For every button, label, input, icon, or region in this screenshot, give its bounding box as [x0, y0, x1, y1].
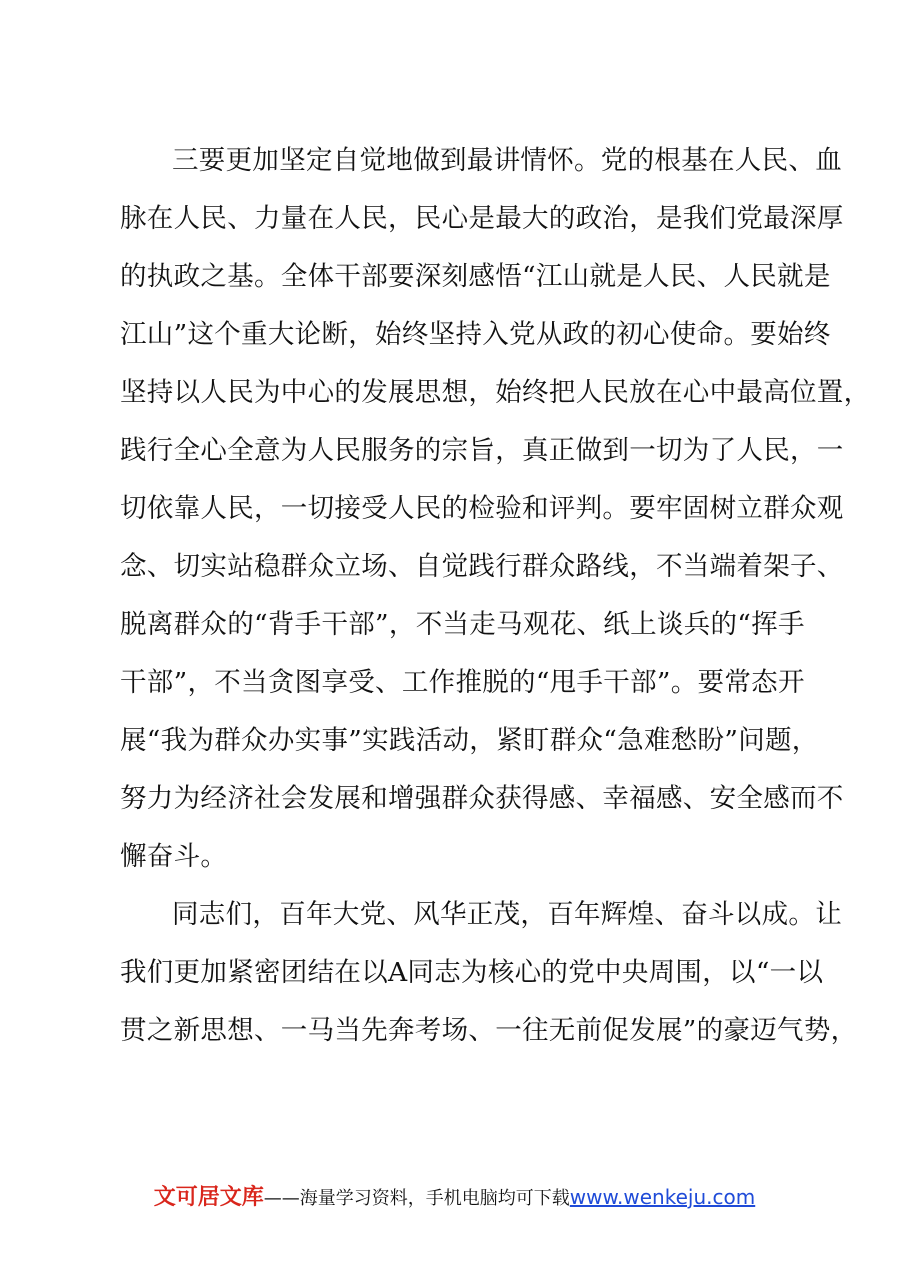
paragraph-line: 努力为经济社会发展和增强群众获得感、幸福感、安全感而不 [120, 783, 844, 814]
paragraph-line: 三要更加坚定自觉地做到最讲情怀。党的根基在人民、血 [172, 145, 842, 176]
paragraph-line: 懈奋斗。 [120, 841, 228, 872]
footer-banner [0, 1180, 909, 1211]
paragraph-line: 江山”这个重大论断，始终坚持入党从政的初心使命。要始终 [120, 319, 831, 350]
paragraph-line: 贯之新思想、一马当先奔考场、一往无前促发展”的豪迈气势， [120, 1015, 858, 1046]
paragraph-line: 坚持以人民为中心的发展思想，始终把人民放在心中最高位置， [120, 377, 871, 408]
paragraph-line: 同志们，百年大党、风华正茂，百年辉煌、奋斗以成。让 [172, 899, 842, 930]
paragraph-line: 脱离群众的“背手干部”，不当走马观花、纸上谈兵的“挥手 [120, 609, 805, 640]
paragraph-line: 念、切实站稳群众立场、自觉践行群众路线，不当端着架子、 [120, 551, 844, 582]
paragraph-line: 我们更加紧密团结在以A同志为核心的党中央周围，以“一以 [120, 957, 824, 988]
footer-site-link[interactable]: www.wenkeju.com [569, 1185, 756, 1209]
footer-tagline: ——海量学习资料，手机电脑均可下载 [263, 1188, 570, 1209]
paragraph-line: 践行全心全意为人民服务的宗旨，真正做到一切为了人民，一 [120, 435, 844, 466]
paragraph-line: 脉在人民、力量在人民，民心是最大的政治，是我们党最深厚 [120, 203, 844, 234]
paragraph-line: 的执政之基。全体干部要深刻感悟“江山就是人民、人民就是 [120, 261, 831, 292]
footer-brand: 文可居文库 [153, 1185, 264, 1210]
paragraph-line: 干部”，不当贪图享受、工作推脱的“甩手干部”。要常态开 [120, 667, 805, 698]
paragraph-line: 切依靠人民，一切接受人民的检验和评判。要牢固树立群众观 [120, 493, 844, 524]
paragraph-line: 展“我为群众办实事”实践活动，紧盯群众“急难愁盼”问题， [120, 725, 819, 756]
